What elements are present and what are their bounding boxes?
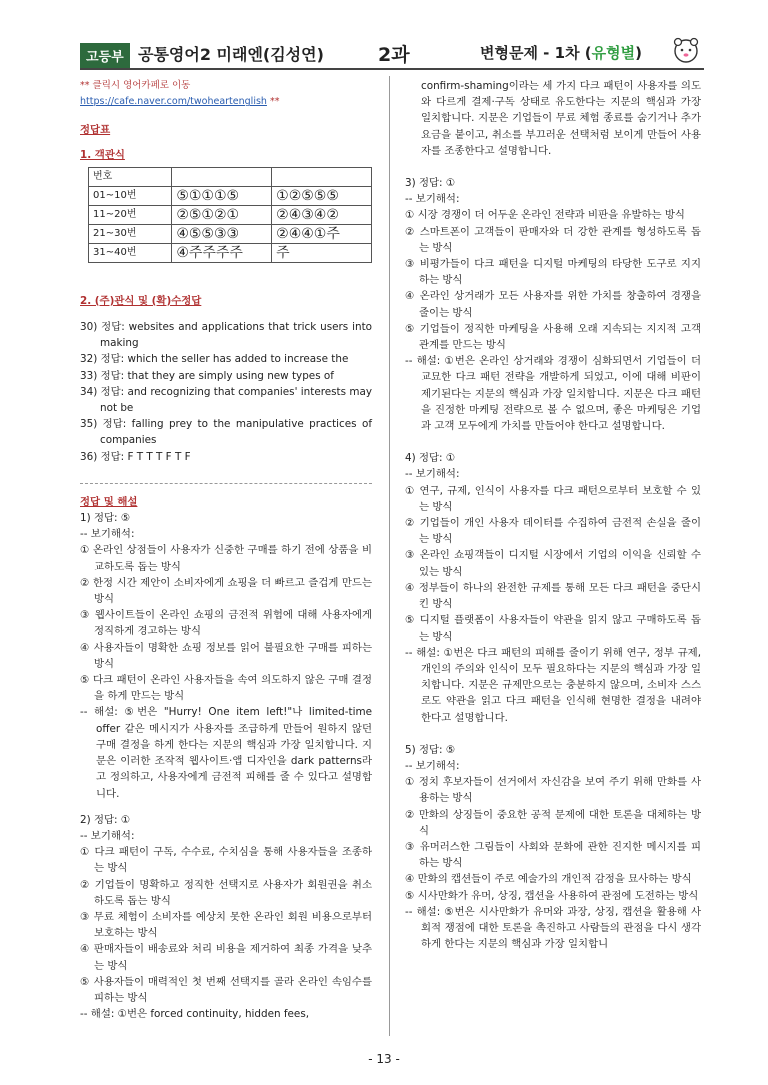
table-row: 01~10번 ⑤①①①⑤ ①②⑤⑤⑤: [89, 186, 372, 205]
explain-title: 정답 및 해설: [80, 495, 138, 508]
q2-option: ① 다크 패턴이 구독, 수수료, 수치심을 통해 사용자들을 조종하는 방식: [80, 846, 372, 875]
q3-option: ② 스마트폰이 고객들이 판매자와 더 강한 관계를 형성하도록 돕는 방식: [405, 225, 701, 254]
textbook-title: 공통영어2 미래엔(김성연): [138, 45, 324, 64]
q4-option: ① 연구, 규제, 인식이 사용자를 다크 패턴으로부터 보호할 수 있는 방식: [405, 484, 701, 513]
left-column: [80, 78, 372, 1022]
section-divider: [80, 483, 372, 484]
q4-answer: 4) 정답: ①: [405, 452, 456, 465]
answer-30: 30) 정답: websites and applications that trick users into making: [80, 321, 372, 350]
answer-table-title: 정답표: [80, 124, 111, 137]
q3-options-head: -- 보기해석:: [405, 193, 460, 206]
answer-35: 35) 정답: falling prey to the manipulative practices of companies: [80, 418, 372, 447]
q3-explanation: -- 해설: ①번은 온라인 상거래와 경쟁이 심화되면서 기업들이 더 교묘한 다크 패턴 전략을 개발하게 되었고, 이에 대해 비판이 제기된다는 지문의 핵심과 가장 일치합니다. 지문은 다크 패턴을 진정한 마케팅 전략으로 볼 수 없으며, 좋은 마케팅은 기업과 고객 모두에게 가치를 만들어야 한다고 설명합니다.: [405, 355, 701, 433]
answer-33: 33) 정답: that they are simply using new types of: [80, 369, 334, 382]
q4-option: ③ 온라인 쇼핑객들이 디지털 시장에서 기업의 이익을 신뢰할 수 있는 방식: [405, 549, 701, 578]
q2-option: ② 기업들이 명확하고 정직한 선택지로 사용자가 회원권을 취소하도록 돕는 방식: [80, 878, 372, 907]
q5-option: ① 정치 후보자들이 선거에서 자신감을 보여 주기 위해 만화를 사용하는 방식: [405, 776, 701, 805]
q5-explanation: -- 해설: ⑤번은 시사만화가 유머와 과장, 상징, 캡션을 활용해 사회적 쟁점에 대한 토론을 촉진하고 사람들의 관점을 다시 생각하게 한다는 지문의 핵심과 가장 일치합니: [405, 905, 701, 951]
answer-34: 34) 정답: and recognizing that companies' interests may not be: [80, 385, 372, 415]
q2-explanation-cont: confirm-shaming이라는 세 가지 다크 패턴이 사용자를 의도와 다르게 결제·구독 상태로 유도한다는 지문의 핵심과 가장 일치합니다. 지문은 기업들이 무료 체험 종료를 숨기거나 추가 요금을 붙이고, 취소를 부끄러운 선택처럼 보이게 만들어 사용자를 조종한다고 설명합니다.: [421, 80, 701, 157]
q3-option: ④ 온라인 상거래가 모든 사용자를 위한 가치를 창출하여 경쟁을 줄이는 방식: [405, 290, 701, 319]
q1-option: ⑤ 다크 패턴이 온라인 사용자들을 속여 의도하지 않은 구매 결정을 하게 만드는 방식: [80, 674, 372, 703]
right-column: [405, 78, 701, 952]
subjective-title: 2. (주)관식 및 (확)수정답: [80, 294, 202, 307]
q1-option: ② 한정 시간 제안이 소비자에게 쇼핑을 더 빠르고 즐겁게 만드는 방식: [80, 576, 372, 606]
q1-option: ③ 웹사이트들이 온라인 쇼핑의 금전적 위험에 대해 사용자에게 정직하게 경고하는 방식: [80, 609, 372, 638]
table-header: 번호: [89, 167, 172, 186]
header-rule: [80, 68, 704, 70]
q4-explanation: -- 해설: ①번은 다크 패턴의 피해를 줄이기 위해 연구, 정부 규제, 개인의 주의와 인식이 모두 필요하다는 지문의 핵심과 가장 일치합니다. 지문은 규제만으로는 충분하지 않으며, 소비자 스스로도 약관을 읽고 다크 패턴을 인식해 현명한 결정을 내려야 한다고 설명합니다.: [405, 646, 701, 724]
q5-options-head: -- 보기해석:: [405, 759, 460, 772]
q2-option: ③ 무료 체험이 소비자를 예상치 못한 온라인 회원 비용으로부터 보호하는 방식: [80, 910, 372, 940]
q5-option: ⑤ 시사만화가 유머, 상징, 캡션을 사용하여 관점에 도전하는 방식: [405, 889, 699, 902]
answer-32: 32) 정답: which the seller has added to increase the: [80, 353, 349, 366]
column-divider: [389, 76, 390, 1036]
mascot-icon: [672, 36, 700, 64]
worksheet-type: 변형문제 - 1차 (유형별): [480, 44, 642, 62]
q3-answer: 3) 정답: ①: [405, 177, 456, 190]
q1-option: ① 온라인 상점들이 사용자가 신중한 구매를 하기 전에 상품을 비교하도록 돕는 방식: [80, 544, 372, 573]
q2-explanation: -- 해설: ①번은 forced continuity, hidden fees,: [80, 1008, 310, 1021]
q1-answer: 1) 정답: ⑤: [80, 512, 131, 525]
answer-table: [88, 167, 372, 263]
q2-option: ⑤ 사용자들이 매력적인 첫 번째 선택지를 골라 온라인 속임수를 피하는 방식: [80, 975, 372, 1004]
q5-answer: 5) 정답: ⑤: [405, 743, 456, 756]
q5-option: ④ 만화의 캡션들이 주로 예술가의 개인적 감정을 묘사하는 방식: [405, 873, 692, 886]
q3-option: ① 시장 경쟁이 더 어두운 온라인 전략과 비판을 유발하는 방식: [405, 209, 685, 222]
q5-option: ③ 유머러스한 그림들이 사회와 문화에 관한 진지한 메시지를 피하는 방식: [405, 840, 701, 870]
page-header: [80, 40, 704, 68]
q3-option: ⑤ 기업들이 정직한 마케팅을 사용해 오래 지속되는 지지적 고객 관계를 만드는 방식: [405, 322, 701, 352]
q4-option: ② 기업들이 개인 사용자 데이터를 수집하여 금전적 손실을 줄이는 방식: [405, 517, 701, 546]
q3-option: ③ 비평가들이 다크 패턴을 디지털 마케팅의 타당한 도구로 지지하는 방식: [405, 258, 701, 287]
level-badge: 고등부: [80, 43, 130, 68]
cafe-link[interactable]: ** 클릭시 영어카페로 이동 https://cafe.naver.com/twoheartenglish **: [80, 80, 280, 108]
table-row: 31~40번 ④주주주주 주: [89, 243, 372, 262]
page-number: - 13 -: [368, 1052, 400, 1066]
lesson-number: 2과: [378, 44, 410, 66]
q5-option: ② 만화의 상징들이 중요한 공적 문제에 대한 토론을 대체하는 방식: [405, 808, 701, 837]
table-row: 11~20번 ②⑤①②① ②④③④②: [89, 205, 372, 224]
q4-options-head: -- 보기해석:: [405, 468, 460, 481]
q1-options-head: -- 보기해석:: [80, 528, 135, 541]
q1-explanation: -- 해설: ⑤번은 "Hurry! One item left!"나 limited-time offer 같은 메시지가 사용자를 조급하게 만들어 원하지 않던 구매 결정을 하게 한다는 지문의 핵심과 가장 일치합니다. 지문은 이러한 조작적 웹사이트·앱 디자인을 dark patterns라고 정의하고, 사용자에게 금전적 피해를 줄 수 있다고 설명합니다.: [80, 706, 372, 800]
q2-options-head: -- 보기해석:: [80, 829, 135, 842]
objective-title: 1. 객관식: [80, 148, 125, 161]
answer-36: 36) 정답: F T T T F T F: [80, 450, 191, 463]
q4-option: ⑤ 디지털 플랫폼이 사용자들이 약관을 읽지 않고 구매하도록 돕는 방식: [405, 614, 701, 643]
q1-option: ④ 사용자들이 명확한 쇼핑 정보를 읽어 불필요한 구매를 피하는 방식: [80, 641, 372, 670]
q2-option: ④ 판매자들이 배송료와 처리 비용을 제거하여 최종 가격을 낮추는 방식: [80, 943, 372, 972]
table-row: 21~30번 ④⑤⑤③③ ②④④①주: [89, 224, 372, 243]
q4-option: ④ 정부들이 하나의 완전한 규제를 통해 모든 다크 패턴을 중단시킨 방식: [405, 581, 701, 611]
q2-answer: 2) 정답: ①: [80, 813, 131, 826]
